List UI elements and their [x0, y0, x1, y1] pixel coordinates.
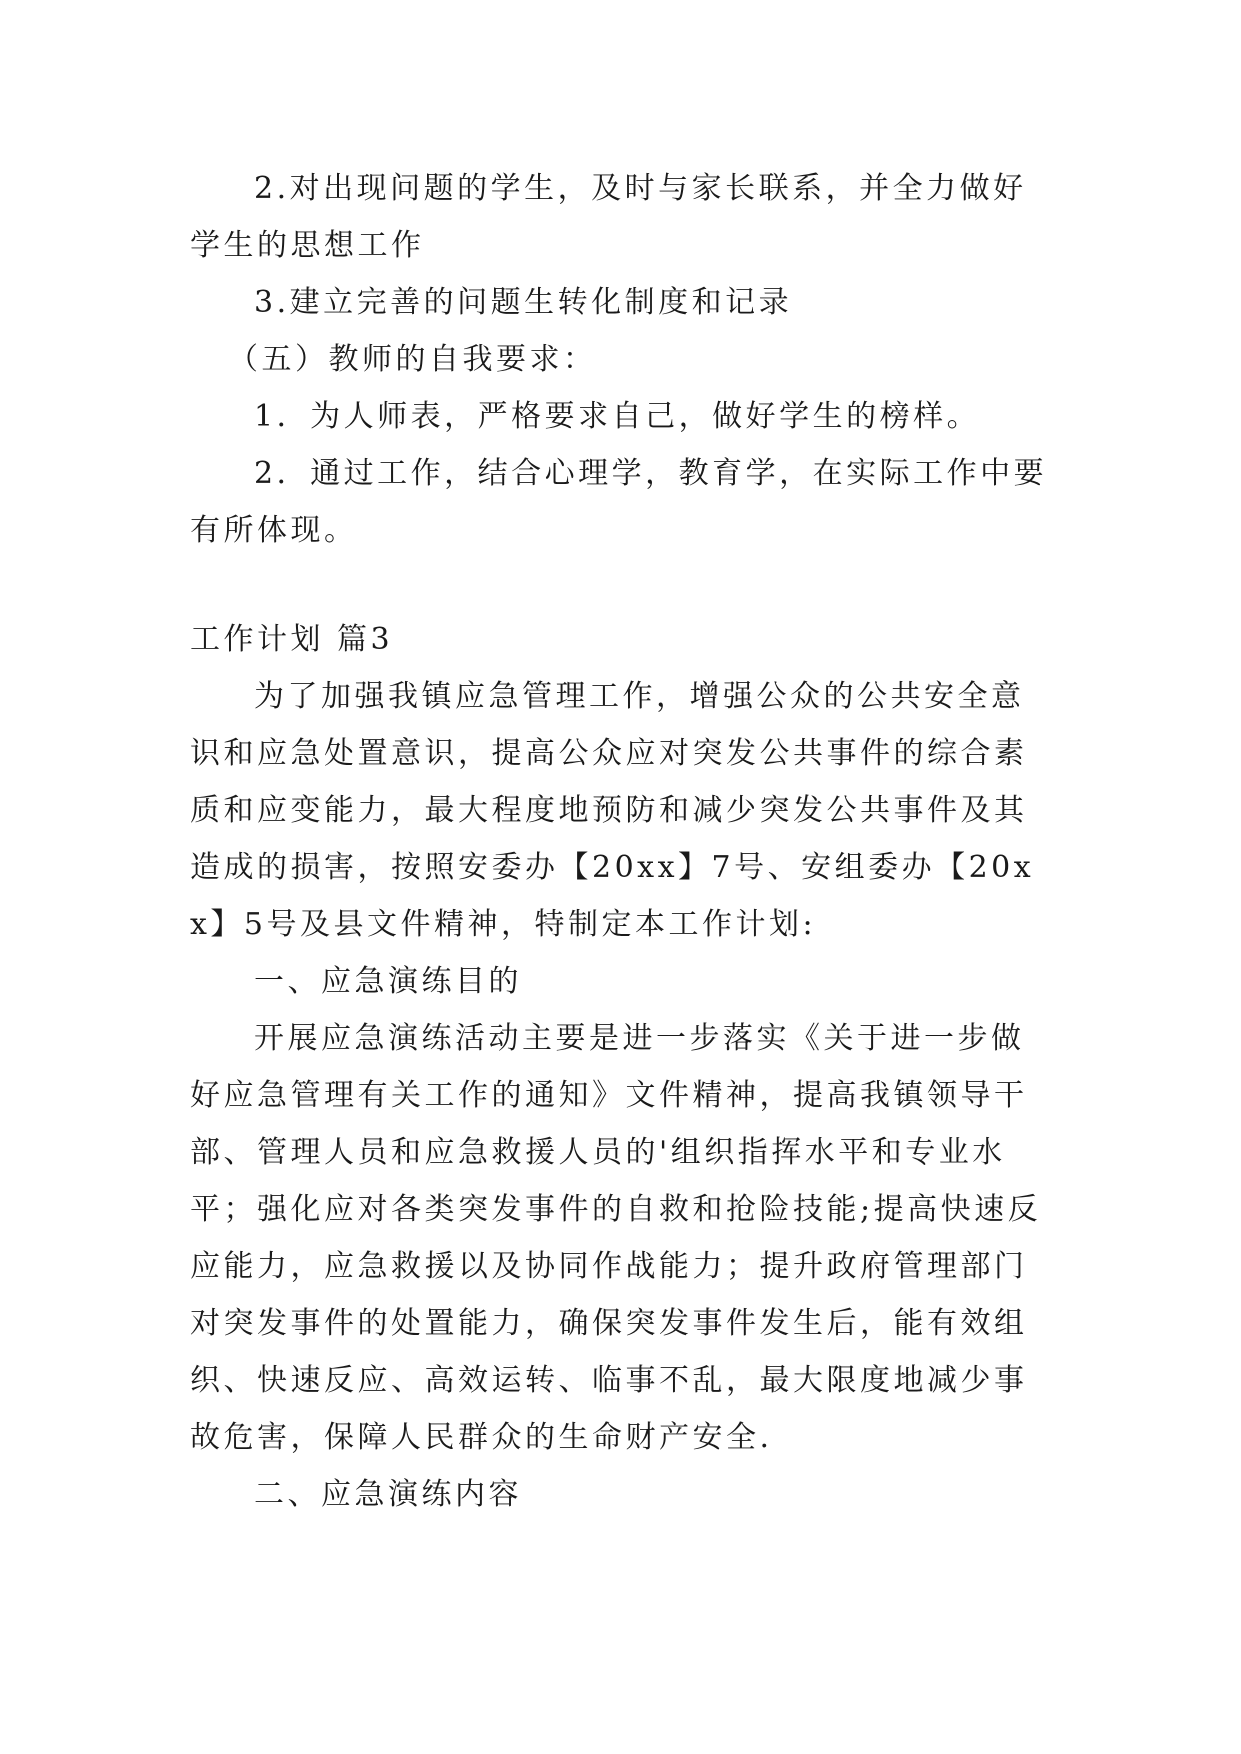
work-plan-heading: 工作计划 篇3 — [190, 622, 394, 657]
paragraph-item-3: 3.建立完善的问题生转化制度和记录 — [254, 285, 793, 320]
paragraph-teacher-item-2: 2．通过工作，结合心理学，教育学，在实际工作中要有所体现。 — [190, 456, 1048, 548]
section-heading-drill-purpose: 一、应急演练目的 — [254, 964, 522, 999]
paragraph-teacher-item-1: 1．为人师表，严格要求自己，做好学生的榜样。 — [254, 399, 981, 434]
section-heading-drill-content: 二、应急演练内容 — [254, 1477, 522, 1512]
paragraph-intro: 为了加强我镇应急管理工作，增强公众的公共安全意识和应急处置意识，提高公众应对突发公共事件的综合素质和应变能力，最大程度地预防和减少突发公共事件及其造成的损害，按照安委办【20xx】7号、安组委办【20xx】5号及县文件精神，特制定本工作计划: — [190, 679, 1035, 942]
paragraph-item-2: 2.对出现问题的学生，及时与家长联系，并全力做好学生的思想工作 — [190, 171, 1027, 263]
section-heading-teacher-requirements: （五）教师的自我要求： — [228, 342, 597, 377]
paragraph-drill-purpose: 开展应急演练活动主要是进一步落实《关于进一步做好应急管理有关工作的通知》文件精神，提高我镇领导干部、管理人员和应急救援人员的'组织指挥水平和专业水平；强化应对各类突发事件的自救和抢险技能;提高快速反应能力，应急救援以及协同作战能力；提升政府管理部门对突发事件的处置能力，确保突发事件发生后，能有效组织、快速反应、高效运转、临事不乱，最大限度地减少事故危害，保障人民群众的生命财产安全. — [190, 1021, 1042, 1455]
document-body — [190, 160, 1050, 1523]
section-spacer — [190, 559, 1050, 611]
